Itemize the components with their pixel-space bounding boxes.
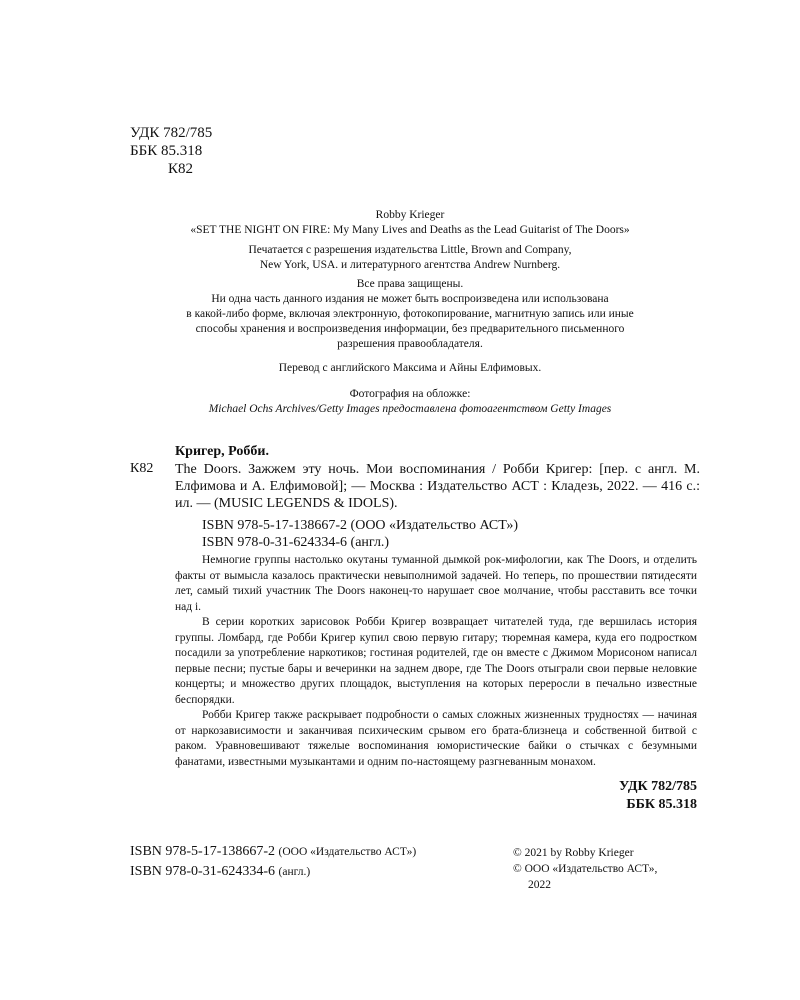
bottom-isbn-line-1 xyxy=(130,842,416,862)
permission-notice xyxy=(100,243,720,273)
rights-line-2: Ни одна часть данного издания не может быть воспроизведена или использована xyxy=(211,293,609,305)
top-classification-codes xyxy=(130,124,212,178)
top-bbk-code: ББК 85.318 xyxy=(130,143,203,159)
annotation-paragraph-2: В серии коротких зарисовок Робби Кригер возвращает читателей туда, где вершилась история группы. Ломбард, где Робби Кригер купил свою первую гитару; тюремная камера, куда его подростком посадили за употребление наркотиков; гостиная родителей, где он вместе с Джимом Морисоном написал первые песни; пустые бары и вечеринки на заднем дворе, где The Doors отыграли свои первые неловкие концерты; и множество других площадок, выступления на которых переросли в печально известные беспорядки. xyxy=(175,616,697,706)
right-bbk-code: ББК 85.318 xyxy=(626,797,697,812)
right-udk-code: УДК 782/785 xyxy=(618,779,697,794)
catalog-isbn-list xyxy=(202,517,518,551)
cover-photo-label: Фотография на обложке: xyxy=(349,388,471,400)
bottom-isbn-1-publisher: (ООО «Издательство АСТ») xyxy=(278,846,417,858)
cover-photo-credit xyxy=(100,387,720,417)
bottom-isbn-2: ISBN 978-0-31-624334-6 xyxy=(130,864,276,879)
bottom-isbn-list xyxy=(130,842,416,882)
rights-notice xyxy=(100,277,720,352)
annotation-paragraph-1: Немногие группы настолько окутаны туманной дымкой рок-мифологии, как The Doors, и отделить факты от вымысла казалось практически невыполнимой задачей. Но теперь, по прошествии пятидесяти лет, самый тихий участник The Doors наконец-то нарушает свое молчание, чтобы расставить все точки над і. xyxy=(175,554,697,613)
original-edition-info xyxy=(100,208,720,238)
rights-line-1: Все права защищены. xyxy=(356,278,464,290)
permission-line-2: New York, USA. и литературного агентства Andrew Nurnberg. xyxy=(259,259,561,271)
rights-line-4: способы хранения и воспроизведения информации, без предварительного письменного xyxy=(195,323,625,335)
bottom-isbn-1: ISBN 978-5-17-138667-2 xyxy=(130,844,276,859)
top-k-code: К82 xyxy=(168,161,194,177)
book-annotation xyxy=(175,553,697,770)
annotation-paragraph-3: Робби Кригер также раскрывает подробности о самых сложных жизненных трудностях — начиная от наркозависимости и заканчивая психическим срывом его брата-близнеца и собственной битвой с раком. Уравновешивают тяжелые воспоминания юмористические байки о стычках с безумными фанатами, известными музыкантами и одним по-настоящему разгневанным монахом. xyxy=(175,709,697,768)
catalog-isbn-1: ISBN 978-5-17-138667-2 (ООО «Издательство АСТ») xyxy=(202,518,519,533)
copyright-line-1: © 2021 by Robby Krieger xyxy=(513,847,634,859)
translation-credit: Перевод с английского Максима и Айны Елфимовых. xyxy=(278,362,542,374)
catalog-author-heading: Кригер, Робби. xyxy=(175,444,269,459)
copyright-block xyxy=(513,845,657,893)
rights-line-3: в какой-либо форме, включая электронную, фотокопирование, магнитную запись или иные xyxy=(186,308,634,320)
top-udk-code: УДК 782/785 xyxy=(130,125,213,141)
permission-line-1: Печатается с разрешения издательства Little, Brown and Company, xyxy=(248,244,572,256)
catalog-k-code: К82 xyxy=(130,461,154,476)
copyright-line-2: © ООО «Издательство АСТ», xyxy=(513,863,658,875)
catalog-isbn-2: ISBN 978-0-31-624334-6 (англ.) xyxy=(202,535,390,550)
rights-line-5: разрешения правообладателя. xyxy=(337,338,483,350)
original-title: «SET THE NIGHT ON FIRE: My Many Lives and Deaths as the Lead Guitarist of The Doors» xyxy=(190,224,630,236)
bottom-isbn-line-2 xyxy=(130,862,416,882)
bottom-isbn-2-edition: (англ.) xyxy=(278,866,311,878)
catalog-entry: The Doors. Зажжем эту ночь. Мои воспоминания / Робби Кригер: [пер. с англ. М. Елфимова и А. Елфимовой]; — Москва : Издательство АСТ : Кладезь, 2022. — 416 с.: ил. — (MUSIC LEGENDS & IDOLS). xyxy=(175,462,700,511)
copyright-line-3: 2022 xyxy=(528,879,551,891)
cover-photo-source: Michael Ochs Archives/Getty Images предоставлена фотоагентством Getty Images xyxy=(208,403,612,415)
original-author: Robby Krieger xyxy=(375,209,445,221)
right-classification-codes xyxy=(560,778,697,814)
